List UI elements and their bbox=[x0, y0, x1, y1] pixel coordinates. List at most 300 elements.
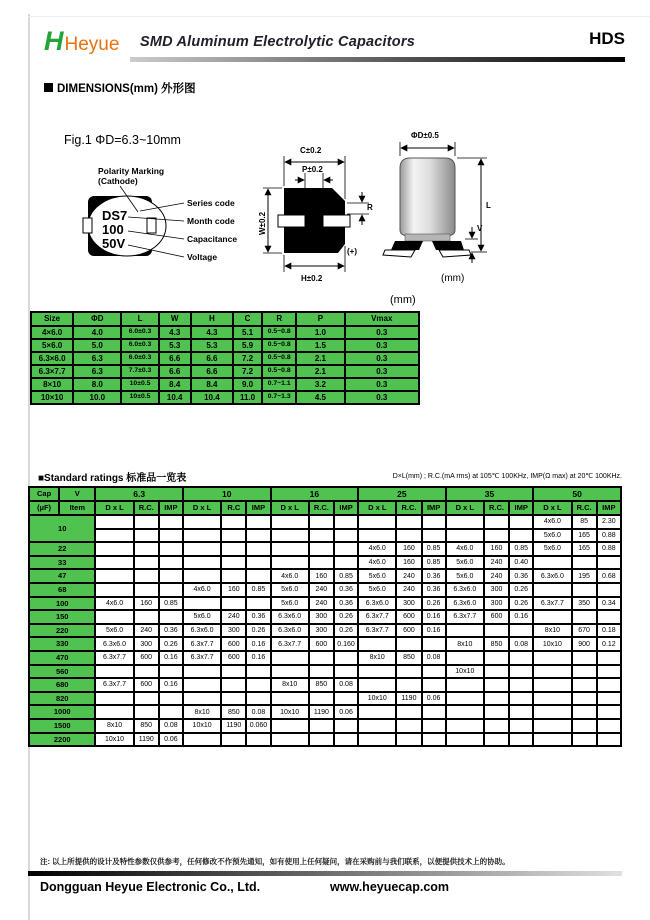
sub-header: IMP bbox=[597, 501, 621, 515]
dim-cell: 5.9 bbox=[233, 339, 262, 352]
label-capacitance: Capacitance bbox=[187, 234, 238, 244]
rating-cell bbox=[271, 529, 309, 543]
base-right bbox=[432, 241, 464, 250]
rating-cell: 160 bbox=[484, 542, 509, 556]
rating-cell bbox=[396, 705, 421, 719]
table-row bbox=[29, 569, 621, 583]
dim-cell: 2.1 bbox=[296, 365, 344, 378]
label-month-code: Month code bbox=[187, 216, 235, 226]
rating-cell bbox=[572, 692, 597, 706]
rating-cell bbox=[309, 556, 334, 570]
rating-cell: 600 bbox=[221, 637, 246, 651]
dim-cell: 0.5~0.8 bbox=[262, 352, 296, 365]
rating-cell bbox=[95, 515, 133, 529]
dim-cell: 6.6 bbox=[191, 365, 233, 378]
rating-cell bbox=[246, 569, 270, 583]
rating-cell bbox=[572, 556, 597, 570]
dim-cell: 8×10 bbox=[31, 378, 73, 391]
rating-cell bbox=[246, 665, 270, 679]
rating-cell bbox=[484, 529, 509, 543]
cap-header: Cap bbox=[29, 487, 59, 501]
ratings-note: D×L(mm) ; R.C.(mA rms) at 105℃ 100KHz, IMP(Ω max) at 20℃ 100KHz. bbox=[392, 473, 622, 480]
rating-cell: 300 bbox=[309, 624, 334, 638]
rating-cell: 6.3x7.7 bbox=[271, 637, 309, 651]
rating-cell: 5x6.0 bbox=[95, 624, 133, 638]
voltage-header: 16 bbox=[271, 487, 359, 501]
rating-cell: 165 bbox=[572, 542, 597, 556]
table-row bbox=[31, 378, 419, 391]
rating-cell bbox=[95, 665, 133, 679]
rating-cell bbox=[422, 515, 446, 529]
dim-cell: 0.3 bbox=[345, 378, 419, 391]
rating-cell: 0.16 bbox=[159, 651, 183, 665]
cap-cell: 1000 bbox=[29, 705, 95, 719]
rating-cell bbox=[358, 665, 396, 679]
rating-cell bbox=[134, 515, 159, 529]
table-row bbox=[29, 529, 621, 543]
rating-cell bbox=[246, 733, 270, 747]
dim-cell: 10×10 bbox=[31, 391, 73, 404]
rating-cell bbox=[422, 719, 446, 733]
dim-cell: 0.3 bbox=[345, 365, 419, 378]
rating-cell: 350 bbox=[572, 597, 597, 611]
can-seat bbox=[405, 234, 450, 241]
sub-header: IMP bbox=[422, 501, 446, 515]
rating-cell: 600 bbox=[134, 678, 159, 692]
rating-cell bbox=[358, 733, 396, 747]
rating-cell: 160 bbox=[396, 556, 421, 570]
rating-cell: 5x6.0 bbox=[446, 556, 484, 570]
rating-cell bbox=[134, 583, 159, 597]
rating-cell bbox=[572, 705, 597, 719]
rating-cell bbox=[422, 665, 446, 679]
table-row bbox=[29, 624, 621, 638]
table-row bbox=[29, 705, 621, 719]
rating-cell bbox=[358, 637, 396, 651]
rating-cell bbox=[159, 569, 183, 583]
rating-cell bbox=[246, 678, 270, 692]
rating-cell: 195 bbox=[572, 569, 597, 583]
dim-cell: 4.3 bbox=[191, 326, 233, 339]
voltage-header: 35 bbox=[446, 487, 534, 501]
rating-cell bbox=[533, 665, 571, 679]
dim-cell: 4×6.0 bbox=[31, 326, 73, 339]
rating-cell bbox=[446, 692, 484, 706]
dim-cell: 5.3 bbox=[191, 339, 233, 352]
cap-cell: 470 bbox=[29, 651, 95, 665]
rating-cell bbox=[572, 665, 597, 679]
rating-cell: 8x10 bbox=[183, 705, 221, 719]
rating-cell bbox=[183, 733, 221, 747]
table-row bbox=[31, 365, 419, 378]
rating-cell bbox=[309, 692, 334, 706]
voltage-header: 50 bbox=[533, 487, 621, 501]
dim-cell: 0.7~1.1 bbox=[262, 378, 296, 391]
rating-cell bbox=[271, 651, 309, 665]
dim-cell: 6.0±0.3 bbox=[121, 352, 158, 365]
rating-cell: 0.88 bbox=[597, 542, 621, 556]
rating-cell: 6.3x6.0 bbox=[271, 610, 309, 624]
rating-cell: 850 bbox=[221, 705, 246, 719]
rating-cell bbox=[334, 733, 358, 747]
sub-header: R.C. bbox=[572, 501, 597, 515]
rating-cell bbox=[484, 665, 509, 679]
rating-cell bbox=[533, 651, 571, 665]
page-title: SMD Aluminum Electrolytic Capacitors bbox=[140, 34, 415, 50]
rating-cell: 600 bbox=[396, 624, 421, 638]
rating-cell: 240 bbox=[484, 569, 509, 583]
rating-cell: 0.16 bbox=[159, 678, 183, 692]
rating-cell bbox=[95, 542, 133, 556]
rating-cell bbox=[572, 733, 597, 747]
dim-v-label: V bbox=[477, 224, 483, 233]
rating-cell bbox=[159, 556, 183, 570]
rating-cell bbox=[484, 692, 509, 706]
rating-cell: 0.26 bbox=[509, 597, 533, 611]
dim-col-header: H bbox=[191, 312, 233, 326]
rating-cell bbox=[446, 678, 484, 692]
cap-cell: 680 bbox=[29, 678, 95, 692]
rating-cell bbox=[572, 678, 597, 692]
rating-cell bbox=[271, 733, 309, 747]
rating-cell: 0.34 bbox=[597, 597, 621, 611]
left-terminal bbox=[83, 218, 92, 233]
sub-header: R.C bbox=[221, 501, 246, 515]
rating-cell bbox=[484, 678, 509, 692]
rating-cell bbox=[309, 529, 334, 543]
dim-r-label: R bbox=[367, 203, 373, 212]
cap-cell: 68 bbox=[29, 583, 95, 597]
rating-cell bbox=[358, 705, 396, 719]
rating-cell: 0.26 bbox=[246, 624, 270, 638]
dim-cell: 6.0±0.3 bbox=[121, 326, 158, 339]
dim-cell: 7.2 bbox=[233, 365, 262, 378]
table-row bbox=[31, 391, 419, 404]
rating-cell: 0.08 bbox=[509, 637, 533, 651]
rating-cell bbox=[422, 733, 446, 747]
dim-p-label: P±0.2 bbox=[302, 165, 323, 174]
sub-header: R.C. bbox=[309, 501, 334, 515]
cap-cell: 1500 bbox=[29, 719, 95, 733]
rating-cell bbox=[396, 637, 421, 651]
rating-cell: 0.08 bbox=[334, 678, 358, 692]
sub-header: IMP bbox=[159, 501, 183, 515]
rating-cell: 1190 bbox=[221, 719, 246, 733]
polarity-title-1: Polarity Marking bbox=[98, 166, 165, 176]
rating-cell: 0.36 bbox=[422, 569, 446, 583]
rating-cell bbox=[309, 665, 334, 679]
rating-cell: 850 bbox=[484, 637, 509, 651]
dim-cell: 6.6 bbox=[191, 352, 233, 365]
rating-cell: 10x10 bbox=[358, 692, 396, 706]
rating-cell bbox=[597, 610, 621, 624]
table-row bbox=[29, 610, 621, 624]
rating-cell: 0.26 bbox=[422, 597, 446, 611]
rating-cell bbox=[597, 692, 621, 706]
rating-cell: 8x10 bbox=[533, 624, 571, 638]
dim-d-label: ΦD±0.5 bbox=[411, 131, 439, 140]
rating-cell bbox=[221, 692, 246, 706]
rating-cell: 600 bbox=[134, 651, 159, 665]
rating-cell bbox=[159, 542, 183, 556]
rating-cell bbox=[509, 624, 533, 638]
rating-cell bbox=[309, 651, 334, 665]
rating-cell bbox=[134, 529, 159, 543]
table-row bbox=[29, 719, 621, 733]
rating-cell: 4x6.0 bbox=[533, 515, 571, 529]
rating-cell: 10x10 bbox=[183, 719, 221, 733]
cap-cell: 47 bbox=[29, 569, 95, 583]
dim-cell: 6.3 bbox=[73, 365, 121, 378]
footprint-diagram bbox=[255, 140, 383, 292]
rating-cell bbox=[446, 515, 484, 529]
rating-cell bbox=[396, 665, 421, 679]
rating-cell: 300 bbox=[134, 637, 159, 651]
rating-cell: 300 bbox=[396, 597, 421, 611]
sub-header: D x L bbox=[183, 501, 221, 515]
marking-voltage: 50V bbox=[102, 236, 126, 251]
rating-cell bbox=[509, 705, 533, 719]
rating-cell: 0.85 bbox=[246, 583, 270, 597]
rating-cell bbox=[183, 542, 221, 556]
rating-cell: 0.36 bbox=[159, 624, 183, 638]
dim-cell: 2.1 bbox=[296, 352, 344, 365]
rating-cell: 10x10 bbox=[446, 665, 484, 679]
rating-cell: 10x10 bbox=[533, 637, 571, 651]
rating-cell: 0.18 bbox=[597, 624, 621, 638]
rating-cell: 0.08 bbox=[159, 719, 183, 733]
rating-cell bbox=[95, 569, 133, 583]
rating-cell bbox=[246, 597, 270, 611]
rating-cell bbox=[396, 733, 421, 747]
rating-cell bbox=[396, 515, 421, 529]
dim-w-label: W±0.2 bbox=[258, 211, 267, 235]
rating-cell: 0.16 bbox=[246, 637, 270, 651]
rating-cell bbox=[533, 610, 571, 624]
series-label: HDS bbox=[589, 29, 625, 48]
page-edge-line bbox=[28, 14, 30, 920]
rating-cell bbox=[334, 665, 358, 679]
rating-cell: 6.3x7.7 bbox=[358, 610, 396, 624]
rating-cell: 0.36 bbox=[334, 583, 358, 597]
rating-cell: 240 bbox=[309, 583, 334, 597]
rating-cell bbox=[597, 583, 621, 597]
rating-cell: 160 bbox=[396, 542, 421, 556]
rating-cell: 2.30 bbox=[597, 515, 621, 529]
rating-cell bbox=[572, 583, 597, 597]
dim-cell: 6.6 bbox=[159, 365, 191, 378]
rating-cell bbox=[358, 678, 396, 692]
rating-cell bbox=[134, 665, 159, 679]
table-row bbox=[29, 556, 621, 570]
rating-cell bbox=[484, 733, 509, 747]
dim-cell: 4.5 bbox=[296, 391, 344, 404]
rating-cell bbox=[309, 542, 334, 556]
rating-cell: 0.16 bbox=[422, 610, 446, 624]
dim-table-unit-label: (mm) bbox=[390, 294, 416, 306]
lead-left bbox=[383, 250, 415, 257]
dim-cell: 0.7~1.3 bbox=[262, 391, 296, 404]
rating-cell: 850 bbox=[309, 678, 334, 692]
rating-cell: 8x10 bbox=[271, 678, 309, 692]
rating-cell bbox=[334, 515, 358, 529]
rating-cell bbox=[246, 692, 270, 706]
rating-cell bbox=[509, 515, 533, 529]
dim-h-label: H±0.2 bbox=[301, 274, 323, 283]
rating-cell bbox=[309, 719, 334, 733]
dim-cell: 5.0 bbox=[73, 339, 121, 352]
rating-cell: 4x6.0 bbox=[358, 556, 396, 570]
dim-cell: 1.0 bbox=[296, 326, 344, 339]
dim-cell: 7.7±0.3 bbox=[121, 365, 158, 378]
rating-cell bbox=[271, 515, 309, 529]
rating-cell: 600 bbox=[221, 651, 246, 665]
rating-cell bbox=[533, 719, 571, 733]
dim-cell: 11.0 bbox=[233, 391, 262, 404]
table-row bbox=[29, 542, 621, 556]
rating-cell bbox=[597, 651, 621, 665]
rating-cell: 6.3x7.7 bbox=[358, 624, 396, 638]
table-row bbox=[29, 733, 621, 747]
rating-cell: 670 bbox=[572, 624, 597, 638]
rating-cell bbox=[358, 515, 396, 529]
polarity-title-2: (Cathode) bbox=[98, 176, 138, 186]
dim-cell: 6.3×7.7 bbox=[31, 365, 73, 378]
rating-cell bbox=[572, 610, 597, 624]
dim-table-body bbox=[31, 326, 419, 404]
rating-cell: 850 bbox=[134, 719, 159, 733]
dim-cell: 10.4 bbox=[159, 391, 191, 404]
sub-header: R.C. bbox=[396, 501, 421, 515]
rating-cell bbox=[159, 515, 183, 529]
rating-cell bbox=[334, 529, 358, 543]
dim-table-header-row bbox=[31, 312, 419, 326]
rating-cell bbox=[221, 542, 246, 556]
rating-cell: 0.36 bbox=[422, 583, 446, 597]
rating-cell bbox=[246, 542, 270, 556]
rating-cell: 0.36 bbox=[246, 610, 270, 624]
capacitor-can bbox=[400, 158, 455, 236]
rating-cell: 1190 bbox=[134, 733, 159, 747]
polarity-marking-diagram bbox=[80, 164, 270, 289]
rating-cell bbox=[95, 556, 133, 570]
cap-cell: 100 bbox=[29, 597, 95, 611]
rating-cell: 5x6.0 bbox=[183, 610, 221, 624]
ratings-table bbox=[28, 486, 622, 747]
rating-cell: 6.3x6.0 bbox=[446, 597, 484, 611]
cap-cell: 150 bbox=[29, 610, 95, 624]
dim-cell: 6.6 bbox=[159, 352, 191, 365]
rating-cell: 0.68 bbox=[597, 569, 621, 583]
table-row bbox=[31, 326, 419, 339]
rating-cell: 6.3x6.0 bbox=[183, 624, 221, 638]
rating-cell: 240 bbox=[134, 624, 159, 638]
rating-cell: 0.36 bbox=[334, 597, 358, 611]
rating-cell bbox=[183, 678, 221, 692]
sub-header: IMP bbox=[334, 501, 358, 515]
capacitor-side-diagram bbox=[383, 126, 511, 291]
rating-cell bbox=[159, 610, 183, 624]
rating-cell bbox=[533, 678, 571, 692]
rating-cell: 0.06 bbox=[159, 733, 183, 747]
right-terminal bbox=[147, 218, 156, 233]
rating-cell bbox=[95, 583, 133, 597]
dim-cell: 1.5 bbox=[296, 339, 344, 352]
rating-cell: 160 bbox=[134, 597, 159, 611]
rating-cell bbox=[446, 705, 484, 719]
rating-cell: 0.26 bbox=[334, 610, 358, 624]
rating-cell: 900 bbox=[572, 637, 597, 651]
rating-cell bbox=[484, 651, 509, 665]
rating-cell: 0.85 bbox=[159, 597, 183, 611]
label-voltage: Voltage bbox=[187, 252, 218, 262]
cap-unit-header: (µF) bbox=[29, 501, 59, 515]
rating-cell bbox=[422, 678, 446, 692]
rating-cell: 6.3x7.7 bbox=[95, 678, 133, 692]
rating-cell bbox=[422, 637, 446, 651]
dim-cell: 5.3 bbox=[159, 339, 191, 352]
rating-cell bbox=[597, 705, 621, 719]
dim-cell: 10±0.5 bbox=[121, 391, 158, 404]
rating-cell: 600 bbox=[396, 610, 421, 624]
rating-cell bbox=[334, 556, 358, 570]
rating-cell: 8x10 bbox=[358, 651, 396, 665]
marking-capacitance: 100 bbox=[102, 222, 124, 237]
ratings-title: ■Standard ratings 标准品一览表 bbox=[38, 473, 187, 484]
rating-cell bbox=[509, 692, 533, 706]
square-bullet-icon bbox=[44, 83, 53, 92]
rating-cell bbox=[334, 651, 358, 665]
rating-cell bbox=[334, 719, 358, 733]
dim-cell: 10.0 bbox=[73, 391, 121, 404]
rating-cell: 0.16 bbox=[422, 624, 446, 638]
rating-cell: 6.3x6.0 bbox=[446, 583, 484, 597]
rating-cell bbox=[358, 529, 396, 543]
ratings-header-row1 bbox=[29, 487, 621, 501]
polarity-plus-label: (+) bbox=[347, 247, 357, 256]
rating-cell: 0.36 bbox=[509, 569, 533, 583]
lead-right bbox=[439, 250, 471, 257]
mm-unit-label: (mm) bbox=[441, 273, 465, 284]
rating-cell: 6.3x6.0 bbox=[533, 569, 571, 583]
rating-cell bbox=[396, 529, 421, 543]
rating-cell bbox=[271, 665, 309, 679]
rating-cell: 85 bbox=[572, 515, 597, 529]
rating-cell bbox=[95, 610, 133, 624]
logo-text: Heyue bbox=[64, 34, 120, 55]
table-row bbox=[29, 665, 621, 679]
company-name: Dongguan Heyue Electronic Co., Ltd. bbox=[40, 880, 261, 894]
rating-cell: 0.16 bbox=[509, 610, 533, 624]
rating-cell bbox=[159, 529, 183, 543]
rating-cell bbox=[484, 719, 509, 733]
rating-cell bbox=[597, 678, 621, 692]
dim-cell: 8.4 bbox=[159, 378, 191, 391]
rating-cell bbox=[396, 719, 421, 733]
logo-h-icon: H bbox=[44, 26, 62, 56]
rating-cell: 6.3x6.0 bbox=[358, 597, 396, 611]
rating-cell bbox=[271, 542, 309, 556]
rating-cell bbox=[484, 705, 509, 719]
rating-cell bbox=[509, 719, 533, 733]
voltage-header: 10 bbox=[183, 487, 271, 501]
rating-cell: 4x6.0 bbox=[358, 542, 396, 556]
rating-cell: 0.88 bbox=[597, 529, 621, 543]
cap-cell: 2200 bbox=[29, 733, 95, 747]
right-pad bbox=[323, 215, 350, 227]
rating-cell: 10x10 bbox=[95, 733, 133, 747]
cap-cell: 820 bbox=[29, 692, 95, 706]
